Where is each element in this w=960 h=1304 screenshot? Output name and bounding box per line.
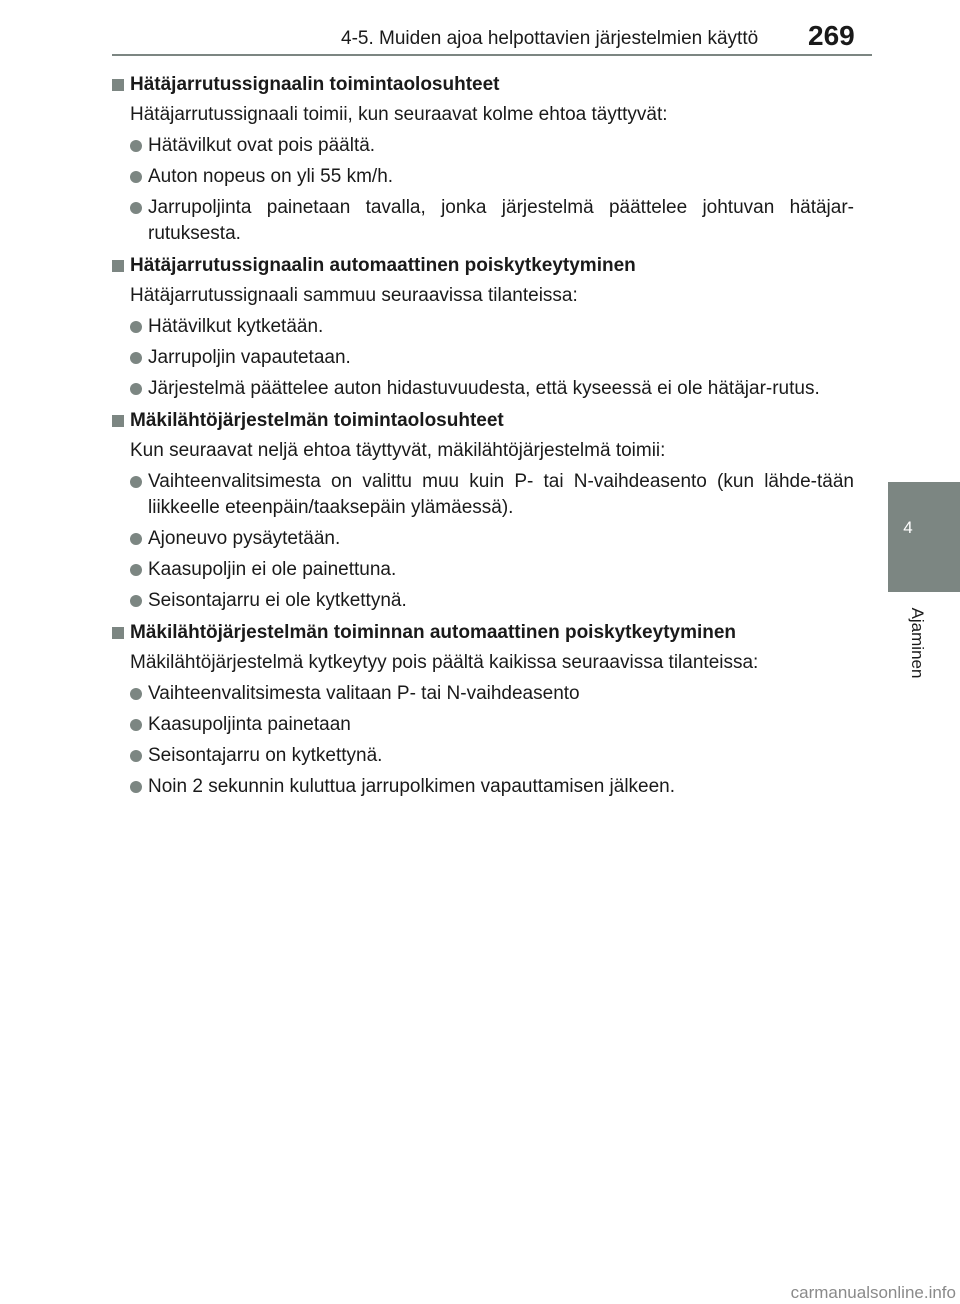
circle-bullet-icon (130, 140, 142, 152)
circle-bullet-icon (130, 533, 142, 545)
heading-text: Mäkilähtöjärjestelmän toimintaolosuhteet (130, 410, 504, 431)
list-item-text: Auton nopeus on yli 55 km/h. (148, 166, 394, 187)
section-intro: Hätäjarrutussignaali toimii, kun seuraavat kolme ehtoa täyttyvät: (130, 104, 668, 125)
list-item-text: Vaihteenvalitsimesta on valittu muu kuin P- tai N-vaihdeasento (kun lähde-tään liikkeelle eteenpäin/taaksepäin ylämäessä). (148, 471, 854, 518)
list-item-text: Hätävilkut ovat pois päältä. (148, 135, 376, 156)
list-item (112, 345, 854, 371)
chapter-label (904, 598, 930, 688)
list-item (112, 557, 854, 583)
circle-bullet-icon (130, 352, 142, 364)
list-item-text: Ajoneuvo pysäytetään. (148, 528, 341, 549)
list-item (112, 681, 854, 707)
circle-bullet-icon (130, 564, 142, 576)
list-item-text: Jarrupoljinta painetaan tavalla, jonka järjestelmä päättelee johtuvan hätäjar-rutuksesta. (148, 197, 854, 244)
section-intro: Kun seuraavat neljä ehtoa täyttyvät, mäkilähtöjärjestelmä toimii: (130, 440, 666, 461)
section-heading (112, 620, 854, 646)
square-bullet-icon (112, 79, 124, 91)
list-item-text: Seisontajarru ei ole kytkettynä. (148, 590, 407, 611)
circle-bullet-icon (130, 171, 142, 183)
list-item (112, 588, 854, 614)
square-bullet-icon (112, 260, 124, 272)
heading-text: Hätäjarrutussignaalin toimintaolosuhteet (130, 74, 500, 95)
section-heading (112, 72, 854, 98)
list-item (112, 712, 854, 738)
circle-bullet-icon (130, 595, 142, 607)
page-number: 269 (808, 20, 855, 51)
list-item (112, 314, 854, 340)
list-item (112, 195, 854, 247)
list-item-text: Vaihteenvalitsimesta valitaan P- tai N-vaihdeasento (148, 683, 580, 704)
list-item-text: Kaasupoljinta painetaan (148, 714, 351, 735)
heading-text: Mäkilähtöjärjestelmän toiminnan automaattinen poiskytkeytyminen (130, 622, 737, 643)
circle-bullet-icon (130, 719, 142, 731)
circle-bullet-icon (130, 688, 142, 700)
section-emergency-signal-auto-off (112, 253, 854, 402)
circle-bullet-icon (130, 202, 142, 214)
list-item (112, 376, 854, 402)
section-emergency-signal-conditions (112, 72, 854, 247)
section-hill-start-conditions (112, 408, 854, 614)
list-item-text: Jarrupoljin vapautetaan. (148, 347, 351, 368)
circle-bullet-icon (130, 383, 142, 395)
square-bullet-icon (112, 415, 124, 427)
square-bullet-icon (112, 627, 124, 639)
chapter-label-text: Ajaminen (908, 607, 927, 679)
list-item (112, 774, 854, 800)
list-item (112, 164, 854, 190)
circle-bullet-icon (130, 781, 142, 793)
section-heading (112, 253, 854, 279)
list-item (112, 526, 854, 552)
page-content (112, 72, 854, 806)
circle-bullet-icon (130, 750, 142, 762)
chapter-number: 4 (903, 518, 913, 537)
section-hill-start-auto-off (112, 620, 854, 800)
list-item (112, 469, 854, 521)
watermark-link[interactable]: carmanualsonline.info (790, 1283, 956, 1302)
section-title: 4-5. Muiden ajoa helpottavien järjestelmien käyttö (341, 28, 759, 49)
header-divider (112, 54, 872, 56)
list-item-text: Järjestelmä päättelee auton hidastuvuudesta, että kyseessä ei ole hätäjar-rutus. (148, 378, 820, 399)
list-item (112, 133, 854, 159)
list-item-text: Seisontajarru on kytkettynä. (148, 745, 383, 766)
list-item-text: Noin 2 sekunnin kuluttua jarrupolkimen vapauttamisen jälkeen. (148, 776, 676, 797)
heading-text: Hätäjarrutussignaalin automaattinen poiskytkeytyminen (130, 255, 636, 276)
section-intro: Hätäjarrutussignaali sammuu seuraavissa tilanteissa: (130, 285, 578, 306)
list-item (112, 743, 854, 769)
section-heading (112, 408, 854, 434)
list-item-text: Hätävilkut kytketään. (148, 316, 324, 337)
list-item-text: Kaasupoljin ei ole painettuna. (148, 559, 397, 580)
section-intro: Mäkilähtöjärjestelmä kytkeytyy pois päältä kaikissa seuraavissa tilanteissa: (130, 652, 759, 673)
chapter-tab (888, 482, 960, 592)
page-header (0, 0, 960, 60)
circle-bullet-icon (130, 476, 142, 488)
circle-bullet-icon (130, 321, 142, 333)
